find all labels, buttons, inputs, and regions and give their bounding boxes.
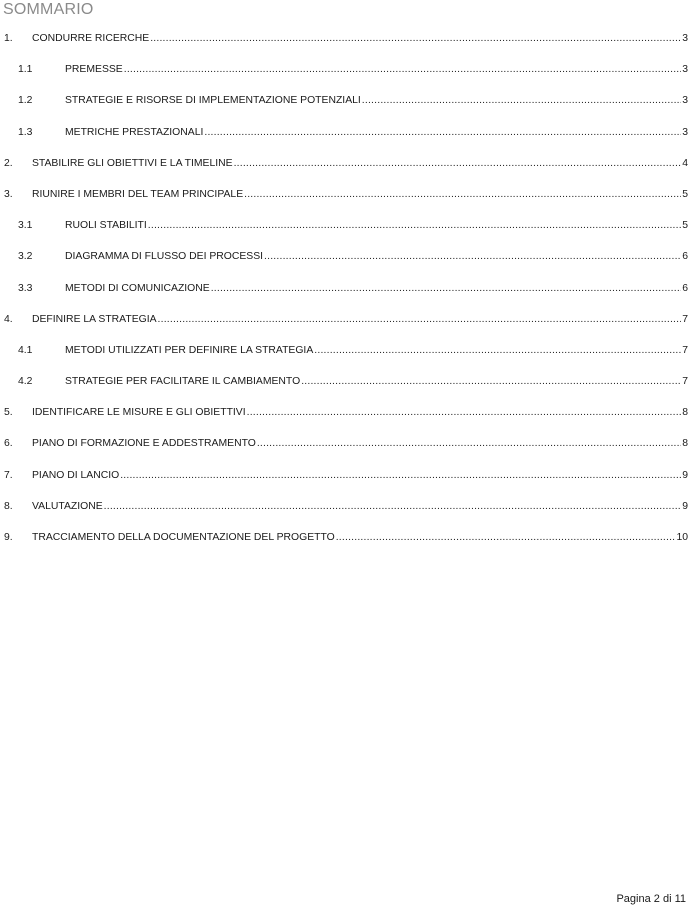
page-footer: Pagina 2 di 11 <box>616 893 686 905</box>
toc-dot-leader <box>158 313 682 327</box>
toc-entry[interactable] <box>0 461 692 492</box>
toc-entry-text: STRATEGIE E RISORSE DI IMPLEMENTAZIONE POTENZIALI <box>65 95 361 107</box>
toc-entry-number: 3. <box>4 188 13 200</box>
toc-entry-page: 7 <box>682 344 688 356</box>
toc-entry-page: 8 <box>682 407 688 419</box>
toc-entry-page: 6 <box>682 282 688 294</box>
toc-entry-number: 4.2 <box>18 376 33 388</box>
toc-entry-number: 8. <box>4 500 13 512</box>
toc-dot-leader <box>124 63 681 77</box>
toc-entry-number: 1.2 <box>18 95 33 107</box>
toc-entry[interactable] <box>0 180 692 211</box>
toc-entry-number: 1.1 <box>18 64 33 76</box>
toc-entry-text: VALUTAZIONE <box>32 500 103 512</box>
toc-dot-leader <box>301 375 681 389</box>
toc-entry-text: DEFINIRE LA STRATEGIA <box>32 313 157 325</box>
toc-dot-leader <box>257 437 681 451</box>
toc-entry-text: RUOLI STABILITI <box>65 220 147 232</box>
toc-entry-page: 6 <box>682 251 688 263</box>
toc-title: SOMMARIO <box>3 1 94 18</box>
toc-entry-text: PIANO DI FORMAZIONE E ADDESTRAMENTO <box>32 438 256 450</box>
toc-entry[interactable] <box>0 242 692 273</box>
toc-entry-page: 8 <box>682 438 688 450</box>
toc-entry-number: 1. <box>4 33 13 44</box>
toc-entry-number: 3.1 <box>18 220 33 232</box>
toc-entry-number: 2. <box>4 157 13 169</box>
toc-entry-page: 9 <box>682 500 688 512</box>
toc-dot-leader <box>211 282 682 296</box>
toc-dot-leader <box>314 344 681 358</box>
toc-entry[interactable] <box>0 118 692 149</box>
toc-entry-text: STABILIRE GLI OBIETTIVI E LA TIMELINE <box>32 157 233 169</box>
toc-entry-text: METODI DI COMUNICAZIONE <box>65 282 210 294</box>
toc-entry[interactable] <box>0 398 692 429</box>
toc-list <box>0 24 692 554</box>
toc-dot-leader <box>120 469 681 483</box>
toc-entry-text: RIUNIRE I MEMBRI DEL TEAM PRINCIPALE <box>32 188 244 200</box>
toc-entry-text: STRATEGIE PER FACILITARE IL CAMBIAMENTO <box>65 376 301 388</box>
toc-entry-number: 1.3 <box>18 126 33 138</box>
toc-entry-text: PREMESSE <box>65 64 123 76</box>
toc-entry-number: 5. <box>4 407 13 419</box>
toc-entry-page: 3 <box>682 95 688 107</box>
toc-entry-page: 7 <box>682 376 688 388</box>
toc-entry-page: 3 <box>682 126 688 138</box>
toc-entry-text: DIAGRAMMA DI FLUSSO DEI PROCESSI <box>65 251 264 263</box>
toc-dot-leader <box>264 250 681 264</box>
toc-entry-text: METODI UTILIZZATI PER DEFINIRE LA STRATEGIA <box>65 344 314 356</box>
toc-dot-leader <box>148 219 681 233</box>
toc-dot-leader <box>336 531 676 545</box>
toc-dot-leader <box>104 500 682 514</box>
toc-entry-text: TRACCIAMENTO DELLA DOCUMENTAZIONE DEL PROGETTO <box>32 532 335 543</box>
toc-entry-text: CONDURRE RICERCHE <box>32 33 150 44</box>
toc-dot-leader <box>244 188 681 202</box>
toc-entry[interactable] <box>0 149 692 180</box>
toc-entry-page: 3 <box>682 64 688 76</box>
toc-dot-leader <box>247 406 682 420</box>
toc-entry[interactable] <box>0 274 692 305</box>
toc-dot-leader <box>204 126 681 140</box>
toc-entry[interactable] <box>0 24 692 55</box>
toc-entry[interactable] <box>0 523 692 554</box>
toc-entry[interactable] <box>0 367 692 398</box>
toc-entry-number: 3.2 <box>18 251 33 263</box>
toc-entry[interactable] <box>0 492 692 523</box>
toc-entry-page: 3 <box>682 33 688 44</box>
toc-entry-page: 9 <box>682 469 688 481</box>
toc-entry-text: PIANO DI LANCIO <box>32 469 120 481</box>
toc-dot-leader <box>234 157 682 171</box>
toc-entry-number: 7. <box>4 469 13 481</box>
toc-entry-page: 4 <box>682 157 688 169</box>
toc-entry[interactable] <box>0 55 692 86</box>
toc-entry-page: 5 <box>682 220 688 232</box>
toc-entry-number: 9. <box>4 532 13 543</box>
toc-entry[interactable] <box>0 86 692 117</box>
toc-dot-leader <box>362 94 681 108</box>
toc-entry[interactable] <box>0 429 692 460</box>
toc-entry-number: 4. <box>4 313 13 325</box>
toc-entry[interactable] <box>0 336 692 367</box>
toc-entry[interactable] <box>0 305 692 336</box>
toc-entry-number: 6. <box>4 438 13 450</box>
toc-entry-text: METRICHE PRESTAZIONALI <box>65 126 204 138</box>
toc-entry-number: 3.3 <box>18 282 33 294</box>
toc-entry-text: IDENTIFICARE LE MISURE E GLI OBIETTIVI <box>32 407 246 419</box>
toc-dot-leader <box>150 32 681 46</box>
toc-entry-page: 10 <box>676 532 688 543</box>
toc-entry[interactable] <box>0 211 692 242</box>
toc-entry-page: 5 <box>682 188 688 200</box>
toc-entry-number: 4.1 <box>18 344 33 356</box>
toc-entry-page: 7 <box>682 313 688 325</box>
